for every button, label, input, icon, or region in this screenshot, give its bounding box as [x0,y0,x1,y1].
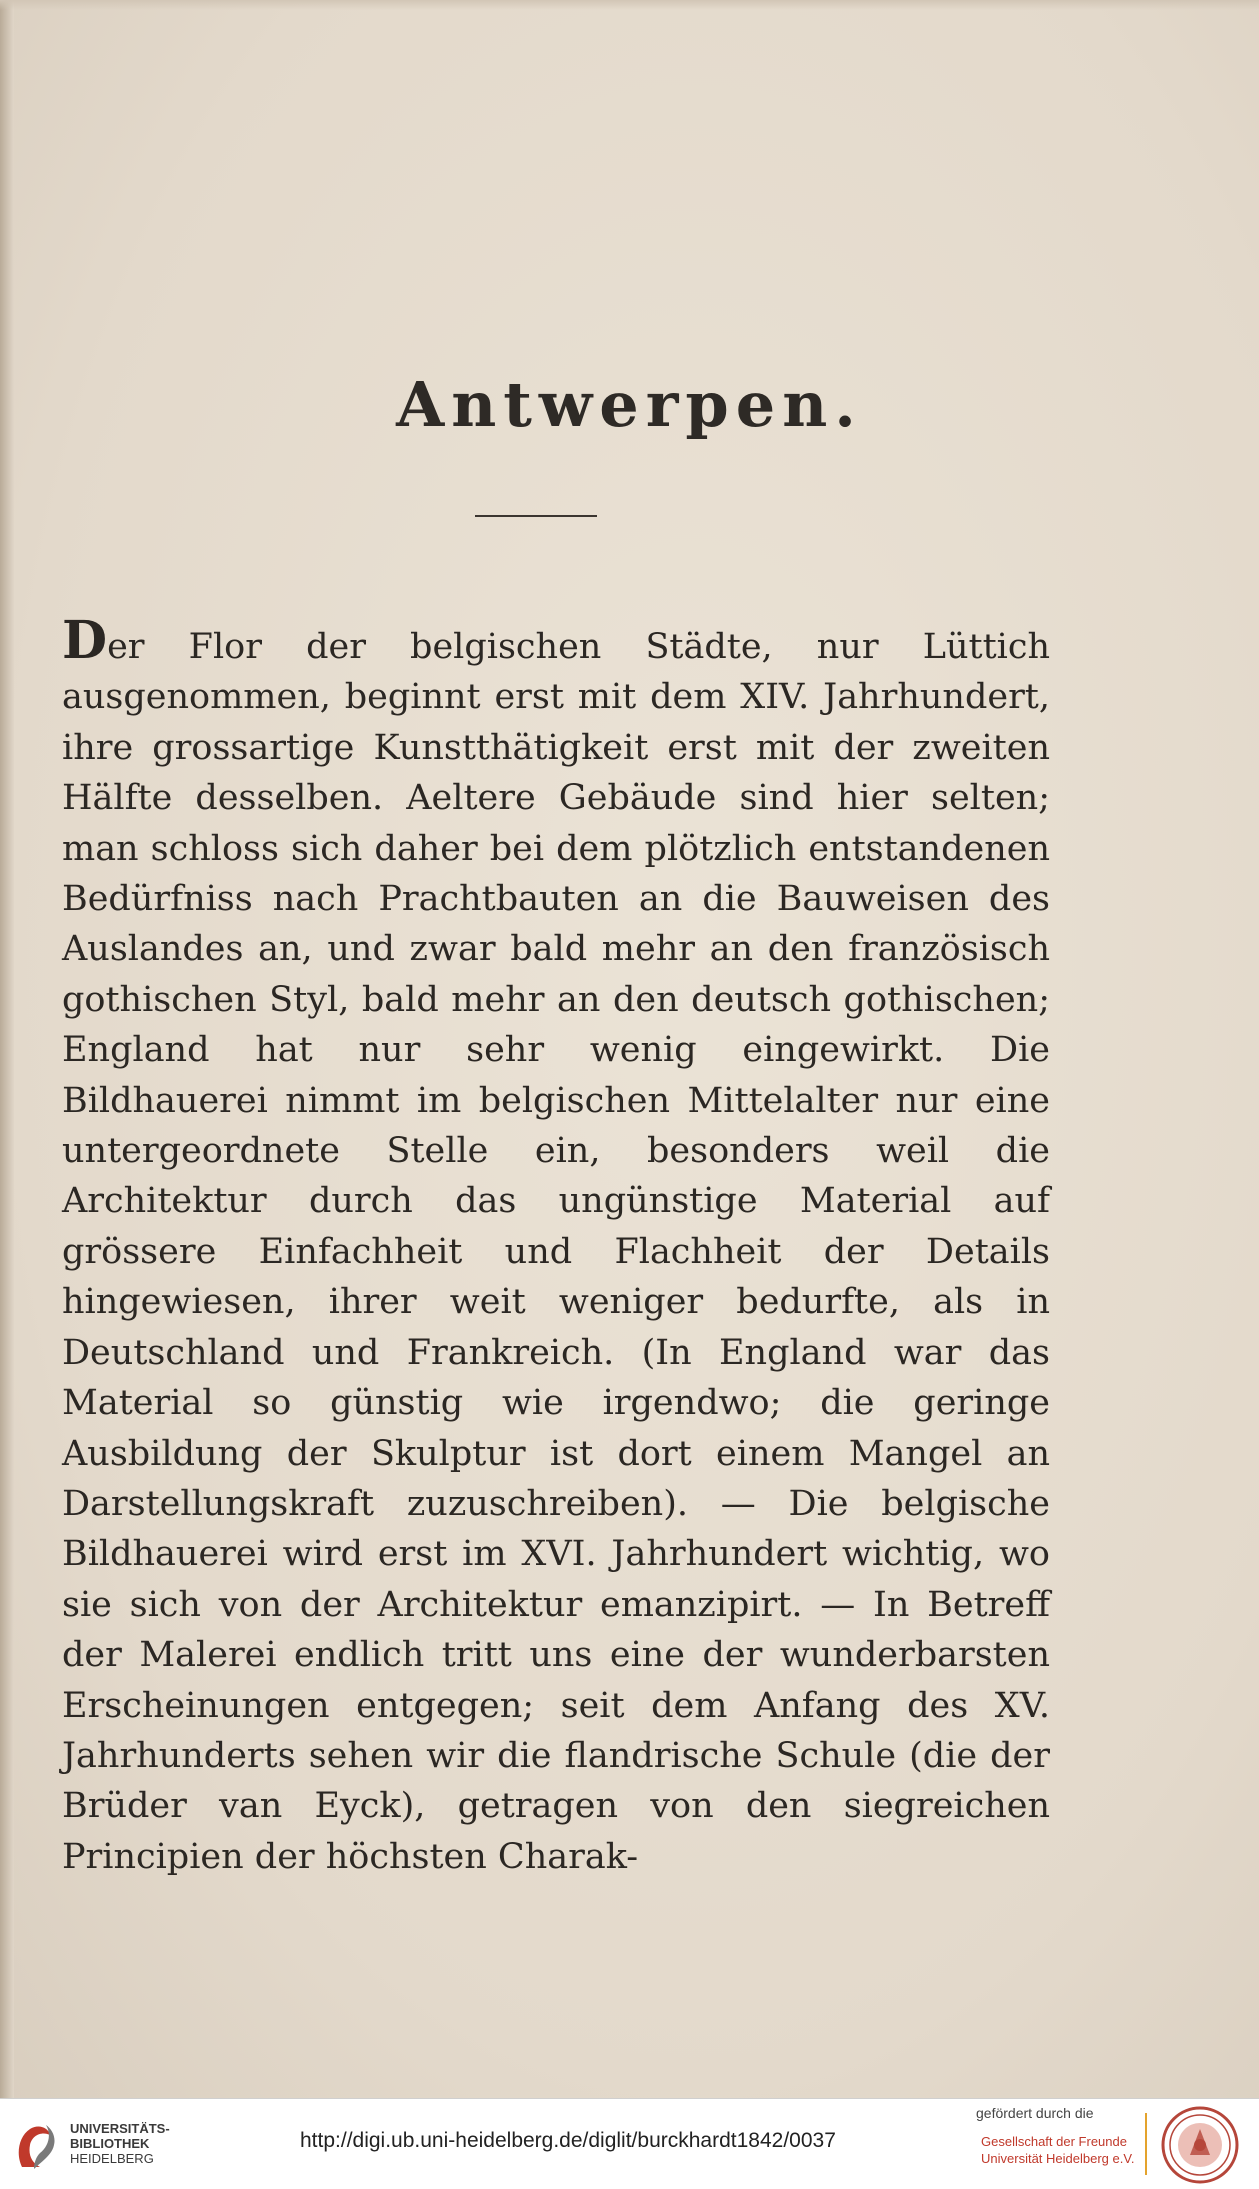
university-seal-icon [1160,2105,1240,2185]
sponsor-line-2: Universität Heidelberg e.V. [981,2151,1135,2166]
body-paragraph [62,610,1050,1882]
library-line-2: BIBLIOTHEK [70,2136,150,2151]
body-text: er Flor der belgischen Städte, nur Lüttich ausgenommen, beginnt erst mit dem XIV. Jahrhundert, ihre grossartige Kunstthätigkeit erst mit der zweiten Hälfte desselben. Aeltere Gebäude sind hier selten; man schloss sich daher bei dem plötzlich entstandenen Bedürfniss nach Prachtbauten an die Bauweisen des Auslandes an, und zwar bald mehr an den französisch gothischen Styl, bald mehr an den deutsch gothischen; England hat nur sehr wenig eingewirkt. Die Bildhauerei nimmt im belgischen Mittelalter nur eine untergeordnete Stelle ein, besonders weil die Architektur durch das ungünstige Material auf grössere Einfachheit und Flachheit der Details hingewiesen, ihrer weit weniger bedurfte, als in Deutschland und Frankreich. (In England war das Material so günstig wie irgendwo; die geringe Ausbildung der Skulptur ist dort einem Mangel an Darstellungskraft zuzuschreiben). — Die belgische Bildhauerei wird erst im XVI. Jahrhundert wichtig, wo sie sich von der Architektur emanzipirt. — In Betreff der Malerei endlich tritt uns eine der wunderbarsten Erscheinungen entgegen; seit dem Anfang des XV. Jahrhunderts sehen wir die flandrische Schule (die der Brüder van Eyck), getragen von den siegreichen Principien der höchsten Charak- [62,627,1050,1877]
library-line-3: HEIDELBERG [70,2151,154,2166]
sponsor-name[interactable] [981,2133,1134,2167]
library-line-1: UNIVERSITÄTS- [70,2121,170,2136]
footer-divider [1145,2113,1147,2175]
page-binding-edge [0,0,14,2098]
sponsor-line-1: Gesellschaft der Freunde [981,2134,1127,2149]
viewer-footer [0,2098,1259,2189]
library-name [70,2121,170,2166]
permalink-url[interactable]: http://digi.ub.uni-heidelberg.de/diglit/burckhardt1842/0037 [300,2129,836,2152]
ub-heidelberg-logo-icon[interactable] [12,2115,58,2173]
title-rule [475,515,597,517]
page-top-edge [0,0,1259,10]
drop-cap: D [62,610,108,671]
sponsor-label: gefördert durch die [976,2105,1094,2121]
page-title: Antwerpen. [396,368,863,441]
